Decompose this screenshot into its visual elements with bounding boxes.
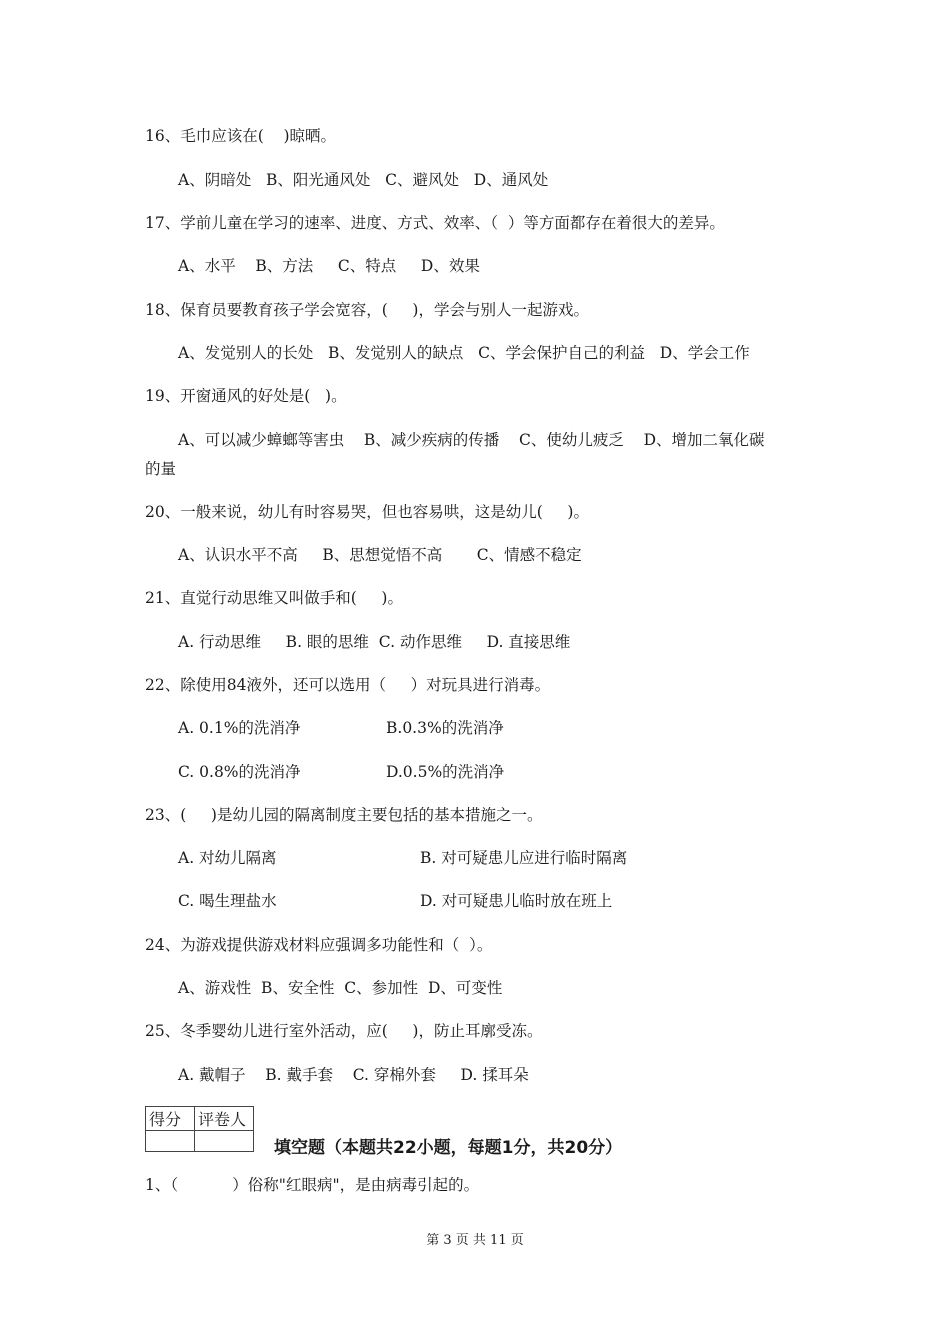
question-options: A. 戴帽子 B. 戴手套 C. 穿棉外套 D. 揉耳朵 <box>178 1066 529 1084</box>
section-title: 填空题（本题共22小题，每题1分，共20分） <box>274 1138 623 1158</box>
score-label: 得分 <box>146 1107 195 1131</box>
option-d: D. 对可疑患儿临时放在班上 <box>420 892 613 910</box>
grader-label: 评卷人 <box>195 1107 254 1131</box>
question-stem: 25、冬季婴幼儿进行室外活动，应( )，防止耳廓受冻。 <box>145 1022 543 1040</box>
question-stem: 22、除使用84液外，还可以选用（ ）对玩具进行消毒。 <box>145 676 551 694</box>
option-a: A. 0.1%的洗消净 <box>178 719 301 737</box>
score-cell <box>146 1131 195 1152</box>
page-footer: 第 3 页 共 11 页 <box>426 1233 524 1248</box>
option-a: A. 对幼儿隔离 <box>178 849 277 867</box>
question-stem: 20、一般来说，幼儿有时容易哭，但也容易哄，这是幼儿( )。 <box>145 503 589 521</box>
question-options: A、认识水平不高 B、思想觉悟不高 C、情感不稳定 <box>178 546 582 564</box>
question-options: A、游戏性 B、安全性 C、参加性 D、可变性 <box>178 979 503 997</box>
question-options: A、水平 B、方法 C、特点 D、效果 <box>178 257 480 275</box>
option-b: B. 对可疑患儿应进行临时隔离 <box>420 849 628 867</box>
question-stem: 19、开窗通风的好处是( )。 <box>145 387 347 405</box>
question-stem: 17、学前儿童在学习的速率、进度、方式、效率、（ ）等方面都存在着很大的差异。 <box>145 214 725 232</box>
question-stem: 16、毛巾应该在( )晾晒。 <box>145 127 337 145</box>
question-options: A、阴暗处 B、阳光通风处 C、避风处 D、通风处 <box>178 171 549 189</box>
score-box <box>145 1106 254 1152</box>
option-d: D.0.5%的洗消净 <box>386 763 505 781</box>
question-stem: 23、( )是幼儿园的隔离制度主要包括的基本措施之一。 <box>145 806 543 824</box>
fill-question-1: 1、（ ）俗称"红眼病"，是由病毒引起的。 <box>145 1176 480 1194</box>
question-options: A、发觉别人的长处 B、发觉别人的缺点 C、学会保护自己的利益 D、学会工作 <box>178 344 750 362</box>
option-c: C. 喝生理盐水 <box>178 892 277 910</box>
question-stem: 24、为游戏提供游戏材料应强调多功能性和（ ）。 <box>145 936 493 954</box>
grader-cell <box>195 1131 254 1152</box>
question-options: A、可以减少蟑螂等害虫 B、减少疾病的传播 C、使幼儿疲乏 D、增加二氧化碳 <box>178 431 765 449</box>
question-stem: 18、保育员要教育孩子学会宽容，( )，学会与别人一起游戏。 <box>145 301 589 319</box>
question-stem: 21、直觉行动思维又叫做手和( )。 <box>145 589 403 607</box>
option-b: B.0.3%的洗消净 <box>386 719 504 737</box>
question-options-continuation: 的量 <box>145 460 177 478</box>
question-options: A. 行动思维 B. 眼的思维 C. 动作思维 D. 直接思维 <box>178 633 571 651</box>
option-c: C. 0.8%的洗消净 <box>178 763 301 781</box>
